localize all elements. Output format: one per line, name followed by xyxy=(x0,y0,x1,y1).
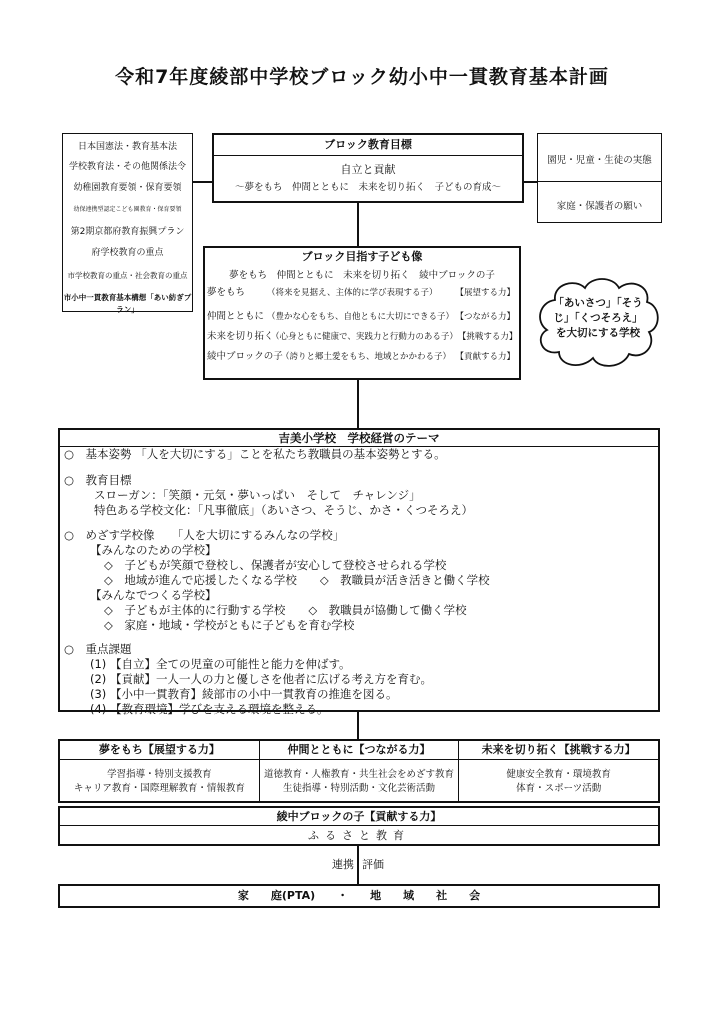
theme-subhead: 【みんなでつくる学校】 xyxy=(90,588,217,602)
context-box xyxy=(537,133,662,223)
pillar-line: キャリア教育・国際理解教育・情報教育 xyxy=(73,783,245,794)
theme-bullet: ◇ 家庭・地域・学校がともに子どもを育む学校 xyxy=(104,618,355,632)
community-text: 家 庭(PTA) ・ 地 域 社 会 xyxy=(237,889,481,902)
pillar-body xyxy=(459,760,658,796)
evaluation-label: 評価 xyxy=(362,858,384,871)
block-goal-header: ブロック教育目標 xyxy=(214,135,522,156)
connector xyxy=(357,203,359,246)
pillar-line: 体育・スポーツ活動 xyxy=(516,783,602,794)
ref-item: 学校教育法・その他関係法令 xyxy=(68,162,186,172)
ref-item: 第2期京都府教育振興プラン xyxy=(70,227,185,237)
theme-priority-item: (1) 【自立】全ての児童の可能性と能力を伸ばす。 xyxy=(90,657,351,671)
link-label: 連携 xyxy=(332,858,354,871)
pillars-table xyxy=(58,739,660,803)
connector xyxy=(524,181,537,183)
pillar-body xyxy=(60,760,259,796)
theme-bullet: ◇ 子どもが主体的に行動する学校 ◇ 教職員が協働して働く学校 xyxy=(104,603,467,617)
ref-item: 市小中一貫教育基本構想「あい紡ぎプラン」 xyxy=(63,293,192,314)
ideal-row xyxy=(207,329,518,345)
theme-priority-header: ○ 重点課題 xyxy=(64,642,132,656)
ideal-row xyxy=(207,309,515,325)
ideal-child-box xyxy=(203,246,521,380)
ideal-row-name: 夢をもち xyxy=(207,287,246,298)
ref-item: 市学校教育の重点・社会教育の重点 xyxy=(67,271,188,280)
theme-bullet: ◇ 子どもが笑顔で登校し、保護者が安心して登校させられる学校 xyxy=(104,558,447,572)
page-title: 令和7年度綾部中学校ブロック幼小中一貫教育基本計画 xyxy=(115,66,609,88)
ideal-row-power: 【貢献する力】 xyxy=(455,352,515,362)
ideal-row-desc: （心身ともに健康で、実践力と行動力のある子） xyxy=(271,332,458,342)
connector xyxy=(357,846,359,884)
ideal-row-power: 【展望する力】 xyxy=(455,288,515,298)
pillar-column xyxy=(260,741,460,801)
theme-edu-goal: ○ 教育目標 xyxy=(64,473,132,487)
school-theme-header: 吉美小学校 学校経営のテーマ xyxy=(60,430,658,447)
ref-item: 日本国憲法・教育基本法 xyxy=(77,142,177,152)
pillar-header: 仲間とともに【つながる力】 xyxy=(260,741,459,760)
ideal-row-desc: （豊かな心をもち、自他ともに大切にできる子） xyxy=(267,312,455,322)
theme-priority-item: (4) 【教育環境】学びを支える環境を整える。 xyxy=(90,702,329,716)
pillar-column xyxy=(60,741,260,801)
contribution-box xyxy=(58,806,660,846)
theme-slogan: スローガン：「笑顔・元気・夢いっぱい そして チャレンジ」 xyxy=(94,488,421,502)
block-goal-main: 自立と貢献 xyxy=(340,163,396,176)
connector xyxy=(193,181,212,183)
pillar-line: 学習指導・特別支援教育 xyxy=(107,769,212,780)
pillar-line: 健康安全教育・環境教育 xyxy=(506,769,611,780)
connector xyxy=(357,712,359,739)
ideal-row-name: 綾中ブロックの子 xyxy=(207,351,283,362)
ideal-row-power: 【つながる力】 xyxy=(455,312,515,322)
theme-culture: 特色ある学校文化：「凡事徹底」（あいさつ、そうじ、かさ・くつそろえ） xyxy=(94,503,474,517)
ideal-row-desc: （誇りと郷土愛をもち、地域とかかわる子） xyxy=(281,352,452,362)
legal-basis-box xyxy=(62,133,193,312)
ideal-row-desc: （将来を見据え、主体的に学び表現する子） xyxy=(267,288,438,298)
pillar-body xyxy=(260,760,459,796)
theme-ideal-school: ○ めざす学校像 「人を大切にするみんなの学校」 xyxy=(64,528,345,542)
ideal-row-name: 未来を切り拓く xyxy=(207,331,274,342)
pillar-header: 未来を切り拓く【挑戦する力】 xyxy=(459,741,658,760)
theme-subhead: 【みんなのための学校】 xyxy=(90,543,217,557)
ideal-row-power: 【挑戦する力】 xyxy=(457,332,518,342)
block-goal-sub: ～夢をもち 仲間とともに 未来を切り拓く 子どもの育成～ xyxy=(234,182,501,193)
contribution-header: 綾中ブロックの子【貢献する力】 xyxy=(60,808,658,826)
pillar-column xyxy=(459,741,658,801)
block-goal-box xyxy=(212,133,524,203)
ideal-child-header: ブロック目指す子ども像 xyxy=(301,250,423,263)
ideal-row xyxy=(207,349,515,365)
ref-item: 幼稚園教育要領・保育要領 xyxy=(73,183,182,193)
ideal-child-lead: 夢をもち 仲間とともに 未来を切り拓く 綾中ブロックの子 xyxy=(229,270,495,281)
theme-priority-item: (3) 【小中一貫教育】綾部市の小中一貫教育の推進を図る。 xyxy=(90,687,398,701)
community-box xyxy=(58,884,660,908)
school-theme-box xyxy=(58,428,660,716)
theme-basic-stance: ○ 基本姿勢 「人を大切にする」ことを私たち教職員の基本姿勢とする。 xyxy=(64,447,446,461)
cloud-text: 「あいさつ」「そうじ」「くつそろえ」を大切にする学校 xyxy=(553,297,643,339)
context-families: 家庭・保護者の願い xyxy=(556,201,643,212)
contribution-body: ふるさと教育 xyxy=(308,829,410,842)
pillar-header: 夢をもち【展望する力】 xyxy=(60,741,259,760)
pillar-line: 道徳教育・人権教育・共生社会をめざす教育 xyxy=(264,769,455,780)
ref-item: 府学校教育の重点 xyxy=(91,248,164,258)
theme-priority-item: (2) 【貢献】一人一人の力と優しさを他者に広げる考え方を育む。 xyxy=(90,672,432,686)
ideal-row-name: 仲間とともに xyxy=(207,311,265,322)
theme-bullet: ◇ 地域が進んで応援したくなる学校 ◇ 教職員が活き活きと働く学校 xyxy=(104,573,490,587)
ideal-row xyxy=(207,285,515,301)
ref-item: 幼保連携型認定こども園教育・保育要領 xyxy=(73,206,182,213)
context-students: 園児・児童・生徒の実態 xyxy=(547,155,652,166)
connector xyxy=(357,380,359,428)
divider xyxy=(538,181,661,182)
pillar-line: 生徒指導・特別活動・文化芸術活動 xyxy=(283,783,436,794)
